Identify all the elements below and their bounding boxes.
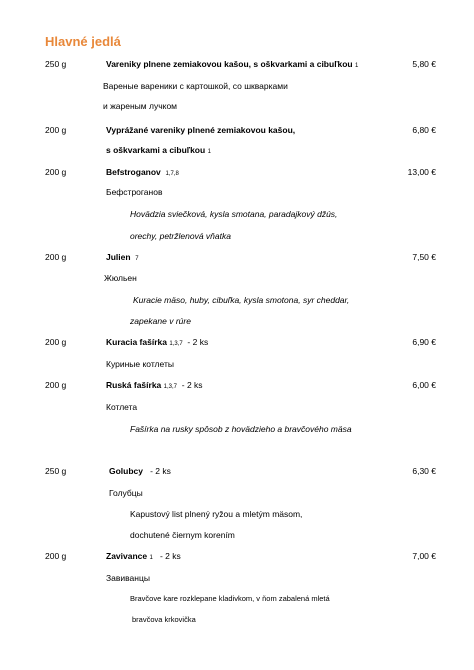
item-price: 13,00 € <box>407 167 436 177</box>
item-name: Befstroganov <box>106 167 161 177</box>
item-russian-name: Жюльен <box>104 273 137 283</box>
item-name: Kuracia fašírka <box>106 337 167 347</box>
item-allergens: 1 <box>149 555 153 561</box>
item-russian-name: Вареные вареники с картошкой, со шкварками <box>103 81 288 91</box>
item-name: Julien <box>106 252 131 262</box>
item-name: Zavivance <box>106 551 148 561</box>
item-price: 6,00 € <box>412 380 436 390</box>
item-weight: 200 g <box>45 125 67 135</box>
item-weight: 200 g <box>45 380 67 390</box>
item-name-line <box>106 336 208 350</box>
item-russian-name: Куриные котлеты <box>106 359 174 369</box>
item-name-line <box>106 166 179 180</box>
item-description: orechy, petržlenová vňatka <box>130 231 231 241</box>
item-description: Bravčove kare rozklepane kladivkom, v ňom zabalená mletá <box>130 594 330 603</box>
item-weight: 200 g <box>45 252 67 262</box>
item-description: Hovädzia sviečková, kysla smotana, paradajkový džús, <box>130 209 338 219</box>
item-description: bravčova krkovička <box>132 615 196 624</box>
item-name: Vyprážané vareniky plnené zemiakovou kašou, <box>106 125 296 135</box>
item-allergens: 1 <box>354 63 359 69</box>
item-description: Kapustový list plnený ryžou a mletým mäsom, <box>130 509 303 519</box>
item-name: Vareniky plnene zemiakovou kašou, s oškvarkami a cibuľkou <box>106 59 353 69</box>
item-weight: 250 g <box>45 466 67 476</box>
item-description: zapekane v rúre <box>130 316 191 326</box>
item-quantity: - 2 ks <box>150 466 171 476</box>
item-weight: 250 g <box>45 59 67 69</box>
item-russian-name: Котлета <box>106 402 138 412</box>
item-name-line <box>106 144 211 158</box>
item-name-line <box>109 465 171 477</box>
item-description: Kuracie mäso, huby, cibuľka, kysla smotona, syr cheddar, <box>133 295 350 305</box>
item-name-continued: s oškvarkami a cibuľkou <box>106 145 206 155</box>
item-quantity: - 2 ks <box>159 551 181 561</box>
item-quantity: - 2 ks <box>181 380 203 390</box>
item-price: 6,80 € <box>412 125 436 135</box>
item-name-line <box>106 550 181 564</box>
item-allergens: 1,3,7 <box>163 384 178 390</box>
item-allergens: 7 <box>135 256 139 262</box>
item-price: 7,50 € <box>412 252 436 262</box>
item-description: Fašírka na rusky spôsob z hovädzieho a bravčového mäsa <box>130 424 352 434</box>
item-name-line <box>106 58 358 72</box>
item-name-line <box>106 251 139 265</box>
item-price: 6,30 € <box>412 466 436 476</box>
item-allergens: 1,3,7 <box>169 341 183 347</box>
item-price: 5,80 € <box>412 59 436 69</box>
item-price: 7,00 € <box>412 551 436 561</box>
item-name: Golubcy <box>109 466 144 476</box>
item-description: dochutené čiernym korením <box>130 530 235 540</box>
item-quantity: - 2 ks <box>187 337 209 347</box>
item-allergens: 1 <box>207 149 211 155</box>
item-weight: 200 g <box>45 337 67 347</box>
item-weight: 200 g <box>45 167 67 177</box>
item-allergens: 1,7,8 <box>165 171 179 177</box>
item-price: 6,90 € <box>412 337 436 347</box>
section-heading: Hlavné jedlá <box>45 34 121 49</box>
item-russian-name: Голубцы <box>109 488 143 498</box>
item-russian-name: и жареным лучком <box>103 101 178 111</box>
item-name-line <box>106 379 203 393</box>
item-name: Ruská fašírka <box>106 380 162 390</box>
item-russian-name: Завиванцы <box>106 573 150 583</box>
item-weight: 200 g <box>45 551 67 561</box>
item-russian-name: Бефстроганов <box>106 187 163 197</box>
